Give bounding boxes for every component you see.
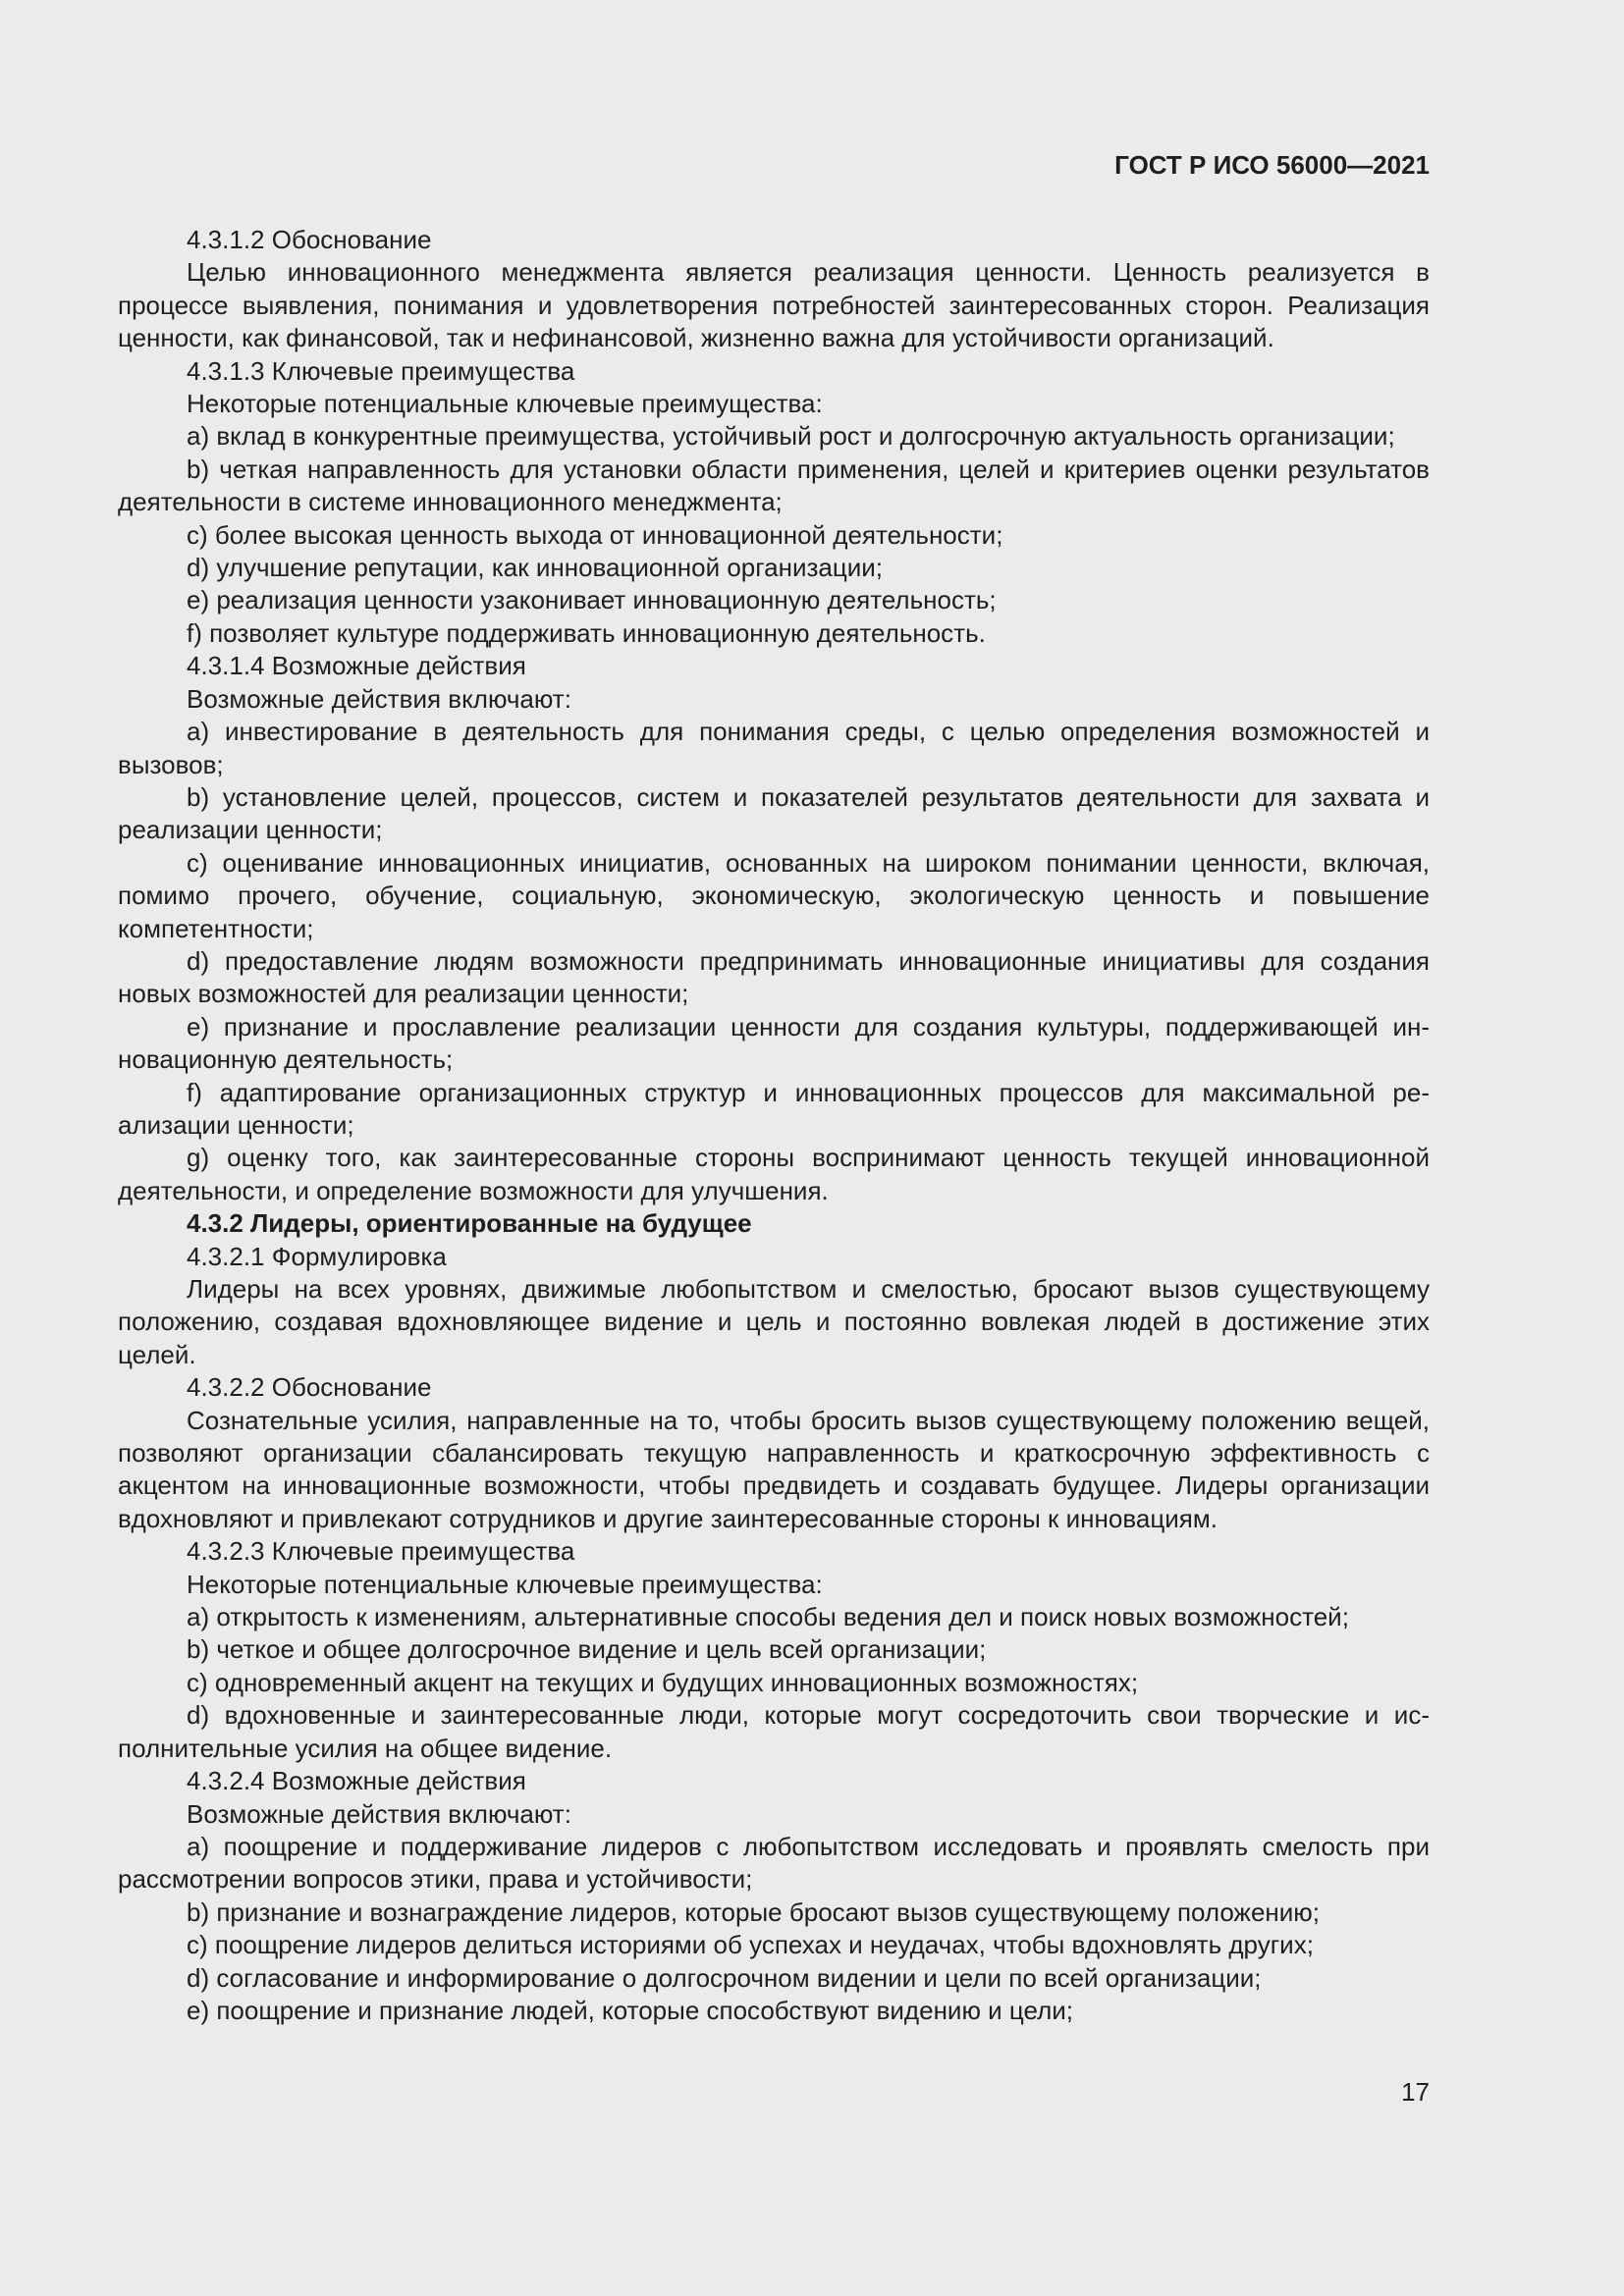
list-item: f) позволяет культуре поддерживать инновационную деятельность. xyxy=(187,617,986,648)
list-item: c) поощрение лидеров делиться историями об успехах и неудачах, чтобы вдохновлять других; xyxy=(187,1930,1314,1960)
section-heading: 4.3.2.4 Возможные действия xyxy=(187,1766,526,1796)
section-heading: 4.3.1.2 Обоснование xyxy=(187,225,432,254)
paragraph: Целью инновационного менеджмента является реализация ценности. Ценность реализуется в процессе выявления, понимания и удовлетворения потребностей заинтересованных сторон. Реализация ценности, как финансовой, так и нефинансовой, жизненно важна для устойчивости организаций. xyxy=(118,257,1430,353)
list-item: a) вклад в конкурентные преимущества, устойчивый рост и долгосрочную актуальность организации; xyxy=(187,421,1395,452)
list-item: d) улучшение репутации, как инновационной организации; xyxy=(187,553,884,583)
paragraph: Сознательные усилия, направленные на то, чтобы бросить вызов существующему положению вещей, позволяют организации сбалансировать текущую направленность и краткосрочную эффективность с акцентом на инновационные возможности, чтобы предвидеть и создавать будущее. Лидеры организации вдохновляют и привлекают сотрудников и другие заинтересованные стороны к инновациям. xyxy=(118,1405,1430,1533)
list-item: b) признание и вознаграждение лидеров, которые бросают вызов существующему положению; xyxy=(187,1896,1321,1927)
section-title: 4.3.2 Лидеры, ориентированные на будущее xyxy=(187,1208,752,1239)
paragraph: Возможные действия включают: xyxy=(187,1798,571,1829)
list-item: d) вдохновенные и заинтересованные люди, которые могут сосредоточить свои творческие и исполнительные усилия на общее видение. xyxy=(118,1700,1430,1763)
document-body xyxy=(118,224,1430,2027)
paragraph: Некоторые потенциальные ключевые преимущества: xyxy=(187,1569,823,1599)
list-item: d) согласование и информирование о долгосрочном видении и цели по всей организации; xyxy=(187,1962,1262,1993)
list-item: a) инвестирование в деятельность для понимания среды, с целью определения возможностей и вызовов; xyxy=(118,717,1430,779)
list-item: a) поощрение и поддерживание лидеров с любопытством исследовать и проявлять смелость при рассмотрении вопросов этики, права и устойчивости; xyxy=(118,1831,1430,1895)
paragraph: Лидеры на всех уровнях, движимые любопытством и смелостью, бросают вызов существующему положению, создавая вдохновляющее видение и цель и постоянно вовлекая людей в достижение этих целей. xyxy=(118,1274,1430,1369)
document-header: ГОСТ Р ИСО 56000—2021 xyxy=(1114,150,1430,180)
paragraph: Возможные действия включают: xyxy=(187,683,571,714)
section-heading: 4.3.1.4 Возможные действия xyxy=(187,651,526,681)
list-item: f) адаптирование организационных структур и инновационных процессов для максимальной реализации ценности; xyxy=(118,1077,1430,1140)
section-heading: 4.3.1.3 Ключевые преимущества xyxy=(187,355,575,386)
page-number: 17 xyxy=(1401,2077,1430,2107)
section-heading: 4.3.2.1 Формулировка xyxy=(187,1241,447,1271)
list-item: b) установление целей, процессов, систем и показателей результатов деятельности для захвата и реализации ценности; xyxy=(118,781,1430,845)
list-item: c) одновременный акцент на текущих и будущих инновационных возможностях; xyxy=(187,1667,1139,1697)
list-item: a) открытость к изменениям, альтернативные способы ведения дел и поиск новых возможностей; xyxy=(187,1602,1349,1632)
list-item: c) более высокая ценность выхода от инновационной деятельности; xyxy=(187,519,1003,550)
list-item: e) поощрение и признание людей, которые способствуют видению и цели; xyxy=(187,1995,1074,2025)
paragraph: Некоторые потенциальные ключевые преимущества: xyxy=(187,389,823,419)
section-heading: 4.3.2.2 Обоснование xyxy=(187,1372,432,1403)
list-item: e) признание и прославление реализации ценности для создания культуры, поддерживающей инновационную деятельность; xyxy=(118,1011,1430,1075)
list-item: b) четкая направленность для установки области применения, целей и критериев оценки результатов деятельности в системе инновационного менеджмента; xyxy=(118,454,1430,517)
list-item: e) реализация ценности узаконивает инновационную деятельность; xyxy=(187,585,997,615)
list-item: g) оценку того, как заинтересованные стороны воспринимают ценность текущей инновационной деятельности, и определение возможности для улучшения. xyxy=(118,1143,1430,1205)
list-item: b) четкое и общее долгосрочное видение и цель всей организации; xyxy=(187,1634,987,1665)
list-item: d) предоставление людям возможности предпринимать инновационные инициативы для создания новых возможностей для реализации ценности; xyxy=(118,945,1430,1009)
list-item: c) оценивание инновационных инициатив, основанных на широком понимании ценности, включая, помимо прочего, обучение, социальную, экономическую, экологическую ценность и повышение компетентности; xyxy=(118,847,1430,943)
section-heading: 4.3.2.3 Ключевые преимущества xyxy=(187,1536,575,1567)
